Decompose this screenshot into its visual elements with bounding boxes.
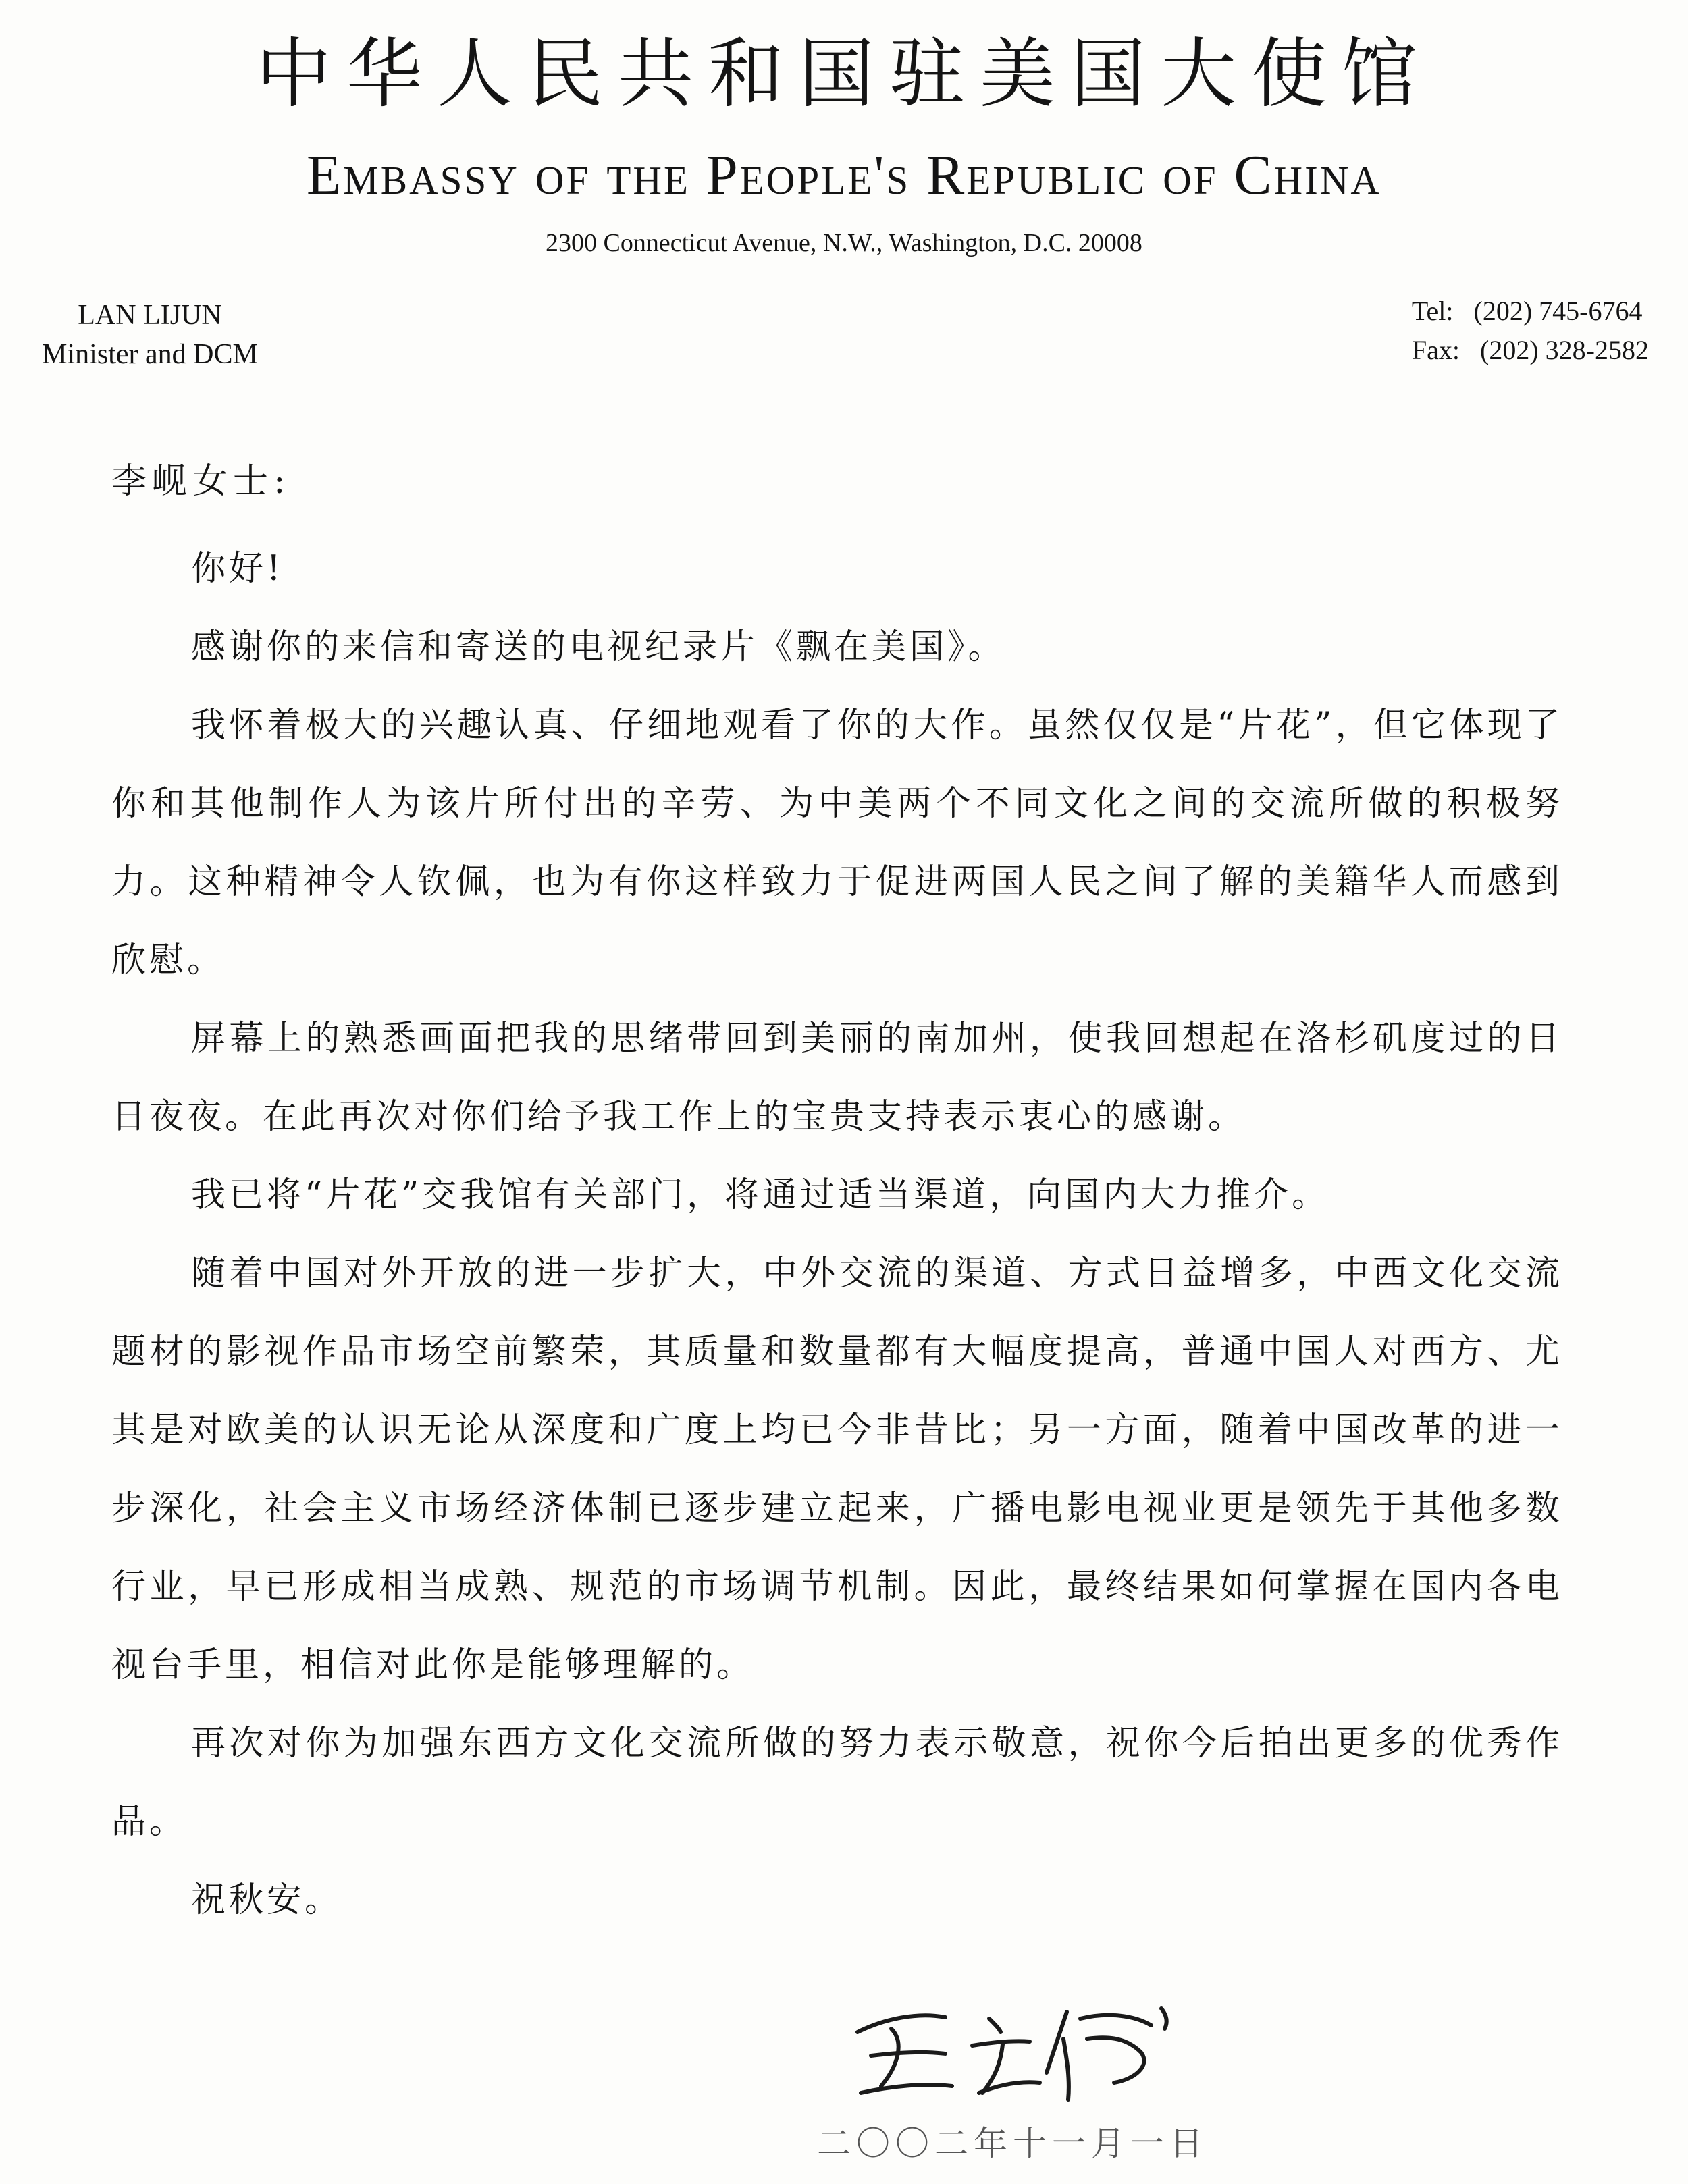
fax-number: (202) 328-2582 xyxy=(1480,335,1649,365)
letter-paragraph: 祝秋安。 xyxy=(191,1880,343,1920)
fax-row xyxy=(1412,331,1649,370)
sender-title: Minister and DCM xyxy=(42,339,258,370)
sender-name: LAN LIJUN xyxy=(78,300,222,331)
tel-row xyxy=(1412,292,1649,331)
contact-block xyxy=(1412,292,1649,370)
letter-paragraph: 屏幕上的熟悉画面把我的思绪带回到美丽的南加州，使我回想起在洛杉矶度过的日日夜夜。在此再次对你们给予我工作上的宝贵支持表示衷心的感谢。 xyxy=(111,1019,1563,1137)
tel-number: (202) 745-6764 xyxy=(1473,296,1643,326)
letter-paragraph: 感谢你的来信和寄送的电视纪录片《飘在美国》。 xyxy=(191,627,1006,667)
letter-paragraph: 我怀着极大的兴趣认真、仔细地观看了你的大作。虽然仅仅是“片花”，但它体现了你和其他制作人为该片所付出的辛劳、为中美两个不同文化之间的交流所做的积极努力。这种精神令人钦佩，也为有你这样致力于促进两国人民之间了解的美籍华人而感到欣慰。 xyxy=(111,705,1563,980)
letter-paragraph: 再次对你为加强东西方文化交流所做的努力表示敬意，祝你今后拍出更多的优秀作品。 xyxy=(111,1724,1563,1842)
letterhead-chinese-name: 中华人民共和国驻美国大使馆 xyxy=(256,30,1432,118)
letterhead-english-name: Embassy of the People's Republic of China xyxy=(306,144,1382,207)
letter-paragraph: 我已将“片花”交我馆有关部门，将通过适当渠道，向国内大力推介。 xyxy=(191,1175,1330,1215)
letter-date: 二〇〇二年十一月一日 xyxy=(817,2124,1209,2163)
sender-block xyxy=(8,296,292,374)
letter-paragraph: 你好! xyxy=(191,549,284,589)
handwritten-signature xyxy=(844,1992,1195,2113)
letter-body xyxy=(111,530,1563,1940)
letter-paragraph: 随着中国对外开放的进一步扩大，中外交流的渠道、方式日益增多，中西文化交流题材的影视作品市场空前繁荣，其质量和数量都有大幅度提高，普通中国人对西方、尤其是对欧美的认识无论从深度和广度上均已今非昔比；另一方面，随着中国改革的进一步深化，社会主义市场经济体制已逐步建立起来，广播电影电视业更是领先于其他多数行业，早已形成相当成熟、规范的市场调节机制。因此，最终结果如何掌握在国内各电视台手里，相信对此你是能够理解的。 xyxy=(111,1254,1563,1685)
letter-salutation: 李岘女士: xyxy=(111,461,291,502)
letterhead-address: 2300 Connecticut Avenue, N.W., Washington, D.C. 20008 xyxy=(546,229,1142,257)
tel-label: Tel: xyxy=(1411,296,1454,326)
fax-label: Fax: xyxy=(1411,335,1460,365)
